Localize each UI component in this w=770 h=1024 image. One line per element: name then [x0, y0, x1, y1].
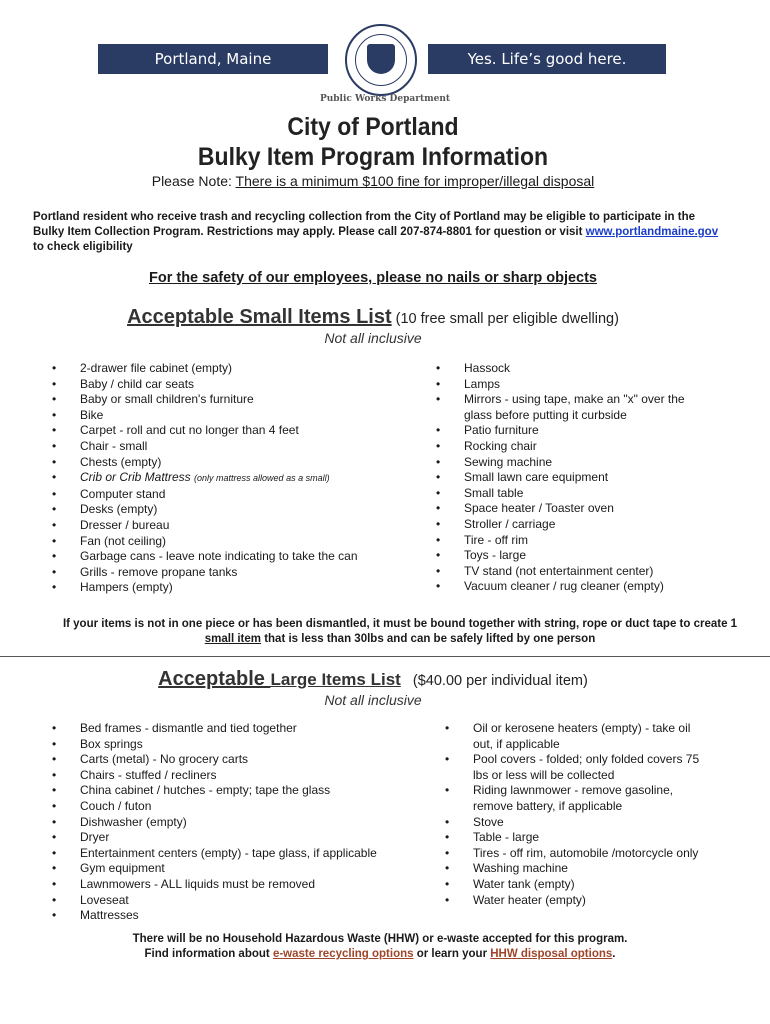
list-item: • Water tank (empty) [445, 877, 705, 893]
large-items-left-list [52, 721, 392, 924]
large-items-title-b: Large Items List [270, 670, 401, 689]
eligibility-suffix: to check eligibility [33, 241, 133, 253]
list-item: • Chair - small [52, 439, 392, 455]
list-item: • Box springs [52, 737, 392, 753]
header-banner [98, 38, 666, 80]
crib-item-label: Crib or Crib Mattress [80, 470, 191, 485]
list-item: • Stove [445, 815, 705, 831]
slogan-banner: Yes. Life’s good here. [428, 44, 666, 74]
list-item: • Baby / child car seats [52, 377, 392, 393]
list-item: • 2-drawer file cabinet (empty) [52, 361, 392, 377]
small-items-right-list [436, 361, 706, 595]
list-item: • Space heater / Toaster oven [436, 501, 706, 517]
city-seal [345, 24, 417, 96]
bundling-text-2: that is less than 30lbs and can be safely lifted by one person [261, 633, 596, 645]
list-item: • Desks (empty) [52, 502, 392, 518]
list-item: • Mirrors - using tape, make an "x" over the glass before putting it curbside [436, 392, 706, 423]
large-items-heading [0, 668, 746, 691]
hhw-link[interactable]: HHW disposal options [490, 948, 613, 960]
list-item: • Garbage cans - leave note indicating to take the can [52, 549, 392, 565]
list-item: • Couch / futon [52, 799, 392, 815]
small-items-heading [0, 306, 746, 329]
crib-item-note: (only mattress allowed as a small) [194, 473, 330, 484]
list-item: • TV stand (not entertainment center) [436, 564, 706, 580]
large-items-right-list [445, 721, 705, 908]
page-title-line1: City of Portland [287, 113, 459, 141]
list-item: • Riding lawnmower - remove gasoline, remove battery, if applicable [445, 783, 705, 814]
list-item: • Chairs - stuffed / recliners [52, 768, 392, 784]
list-item: • Rocking chair [436, 439, 706, 455]
fine-note [0, 173, 746, 189]
list-item: • Tire - off rim [436, 533, 706, 549]
list-item: • Bed frames - dismantle and tied together [52, 721, 392, 737]
fine-note-prefix: Please Note: [151, 173, 236, 189]
list-item: • Fan (not ceiling) [52, 534, 392, 550]
fine-note-text: There is a minimum $100 fine for improper/illegal disposal [235, 173, 595, 189]
info-mid: or learn your [413, 948, 491, 960]
bundling-instructions [60, 617, 740, 647]
ewaste-link[interactable]: e-waste recycling options [272, 948, 414, 960]
list-item: • Entertainment centers (empty) - tape glass, if applicable [52, 846, 392, 862]
list-item: • Sewing machine [436, 455, 706, 471]
list-item: • Oil or kerosene heaters (empty) - take oil out, if applicable [445, 721, 705, 752]
list-item: • China cabinet / hutches - empty; tape the glass [52, 783, 392, 799]
list-item: • Stroller / carriage [436, 517, 706, 533]
list-item: • Small lawn care equipment [436, 470, 706, 486]
list-item: • Baby or small children's furniture [52, 392, 392, 408]
small-items-title: Acceptable Small Items List [127, 306, 392, 328]
list-item: • Loveseat [52, 893, 392, 909]
portland-website-link[interactable]: www.portlandmaine.gov [585, 226, 719, 238]
seal-shield-icon [367, 44, 395, 74]
large-items-qualifier: ($40.00 per individual item) [400, 673, 588, 689]
list-item: • Hassock [436, 361, 706, 377]
small-items-left-list [52, 361, 392, 596]
list-item: • Chests (empty) [52, 455, 392, 471]
safety-notice: For the safety of our employees, please no nails or sharp objects [148, 270, 597, 286]
list-item: • Table - large [445, 830, 705, 846]
list-item: • Dresser / bureau [52, 518, 392, 534]
list-item: • Toys - large [436, 548, 706, 564]
list-item: • Hampers (empty) [52, 580, 392, 596]
bundling-text-1: If your items is not in one piece or has been dismantled, it must be bound together with string, rope or duct tape to create 1 [62, 618, 738, 630]
list-item: • Mattresses [52, 908, 392, 924]
list-item: • Bike [52, 408, 392, 424]
small-items-subheading: Not all inclusive [324, 330, 422, 346]
info-end: . [612, 948, 616, 960]
list-item: • Grills - remove propane tanks [52, 565, 392, 581]
small-items-qualifier: (10 free small per eligible dwelling) [391, 311, 619, 327]
city-name-banner: Portland, Maine [98, 44, 328, 74]
eligibility-text: Portland resident who receive trash and recycling collection from the City of Portland may be eligible to participate in the Bulky Item Collection Program. Restrictions may apply. Please call 207-874-8801 for question or visit [33, 211, 696, 238]
info-prefix: Find information about [144, 948, 273, 960]
eligibility-paragraph [33, 210, 723, 255]
list-item: • Computer stand [52, 487, 392, 503]
large-items-title-a: Acceptable [158, 668, 271, 690]
list-item: • Small table [436, 486, 706, 502]
page-title-line2: Bulky Item Program Information [197, 143, 549, 171]
list-item: • Washing machine [445, 861, 705, 877]
list-item: • Carts (metal) - No grocery carts [52, 752, 392, 768]
list-item: • Dishwasher (empty) [52, 815, 392, 831]
list-item: • Carpet - roll and cut no longer than 4 feet [52, 423, 392, 439]
list-item: • Patio furniture [436, 423, 706, 439]
info-line [60, 947, 700, 962]
list-item: • Gym equipment [52, 861, 392, 877]
list-item [52, 470, 392, 487]
list-item: • Lamps [436, 377, 706, 393]
list-item: • Tires - off rim, automobile /motorcycle only [445, 846, 705, 862]
hhw-footer [60, 932, 700, 962]
department-label: Public Works Department [319, 94, 451, 104]
list-item: • Water heater (empty) [445, 893, 705, 909]
bundling-small-item: small item [204, 633, 261, 645]
list-item: • Lawnmowers - ALL liquids must be removed [52, 877, 392, 893]
section-divider [0, 656, 770, 657]
large-items-subheading: Not all inclusive [324, 692, 422, 708]
list-item: • Vacuum cleaner / rug cleaner (empty) [436, 579, 706, 595]
list-item: • Dryer [52, 830, 392, 846]
list-item: • Pool covers - folded; only folded covers 75 lbs or less will be collected [445, 752, 705, 783]
hhw-notice: There will be no Household Hazardous Waste (HHW) or e-waste accepted for this program. [132, 933, 628, 945]
